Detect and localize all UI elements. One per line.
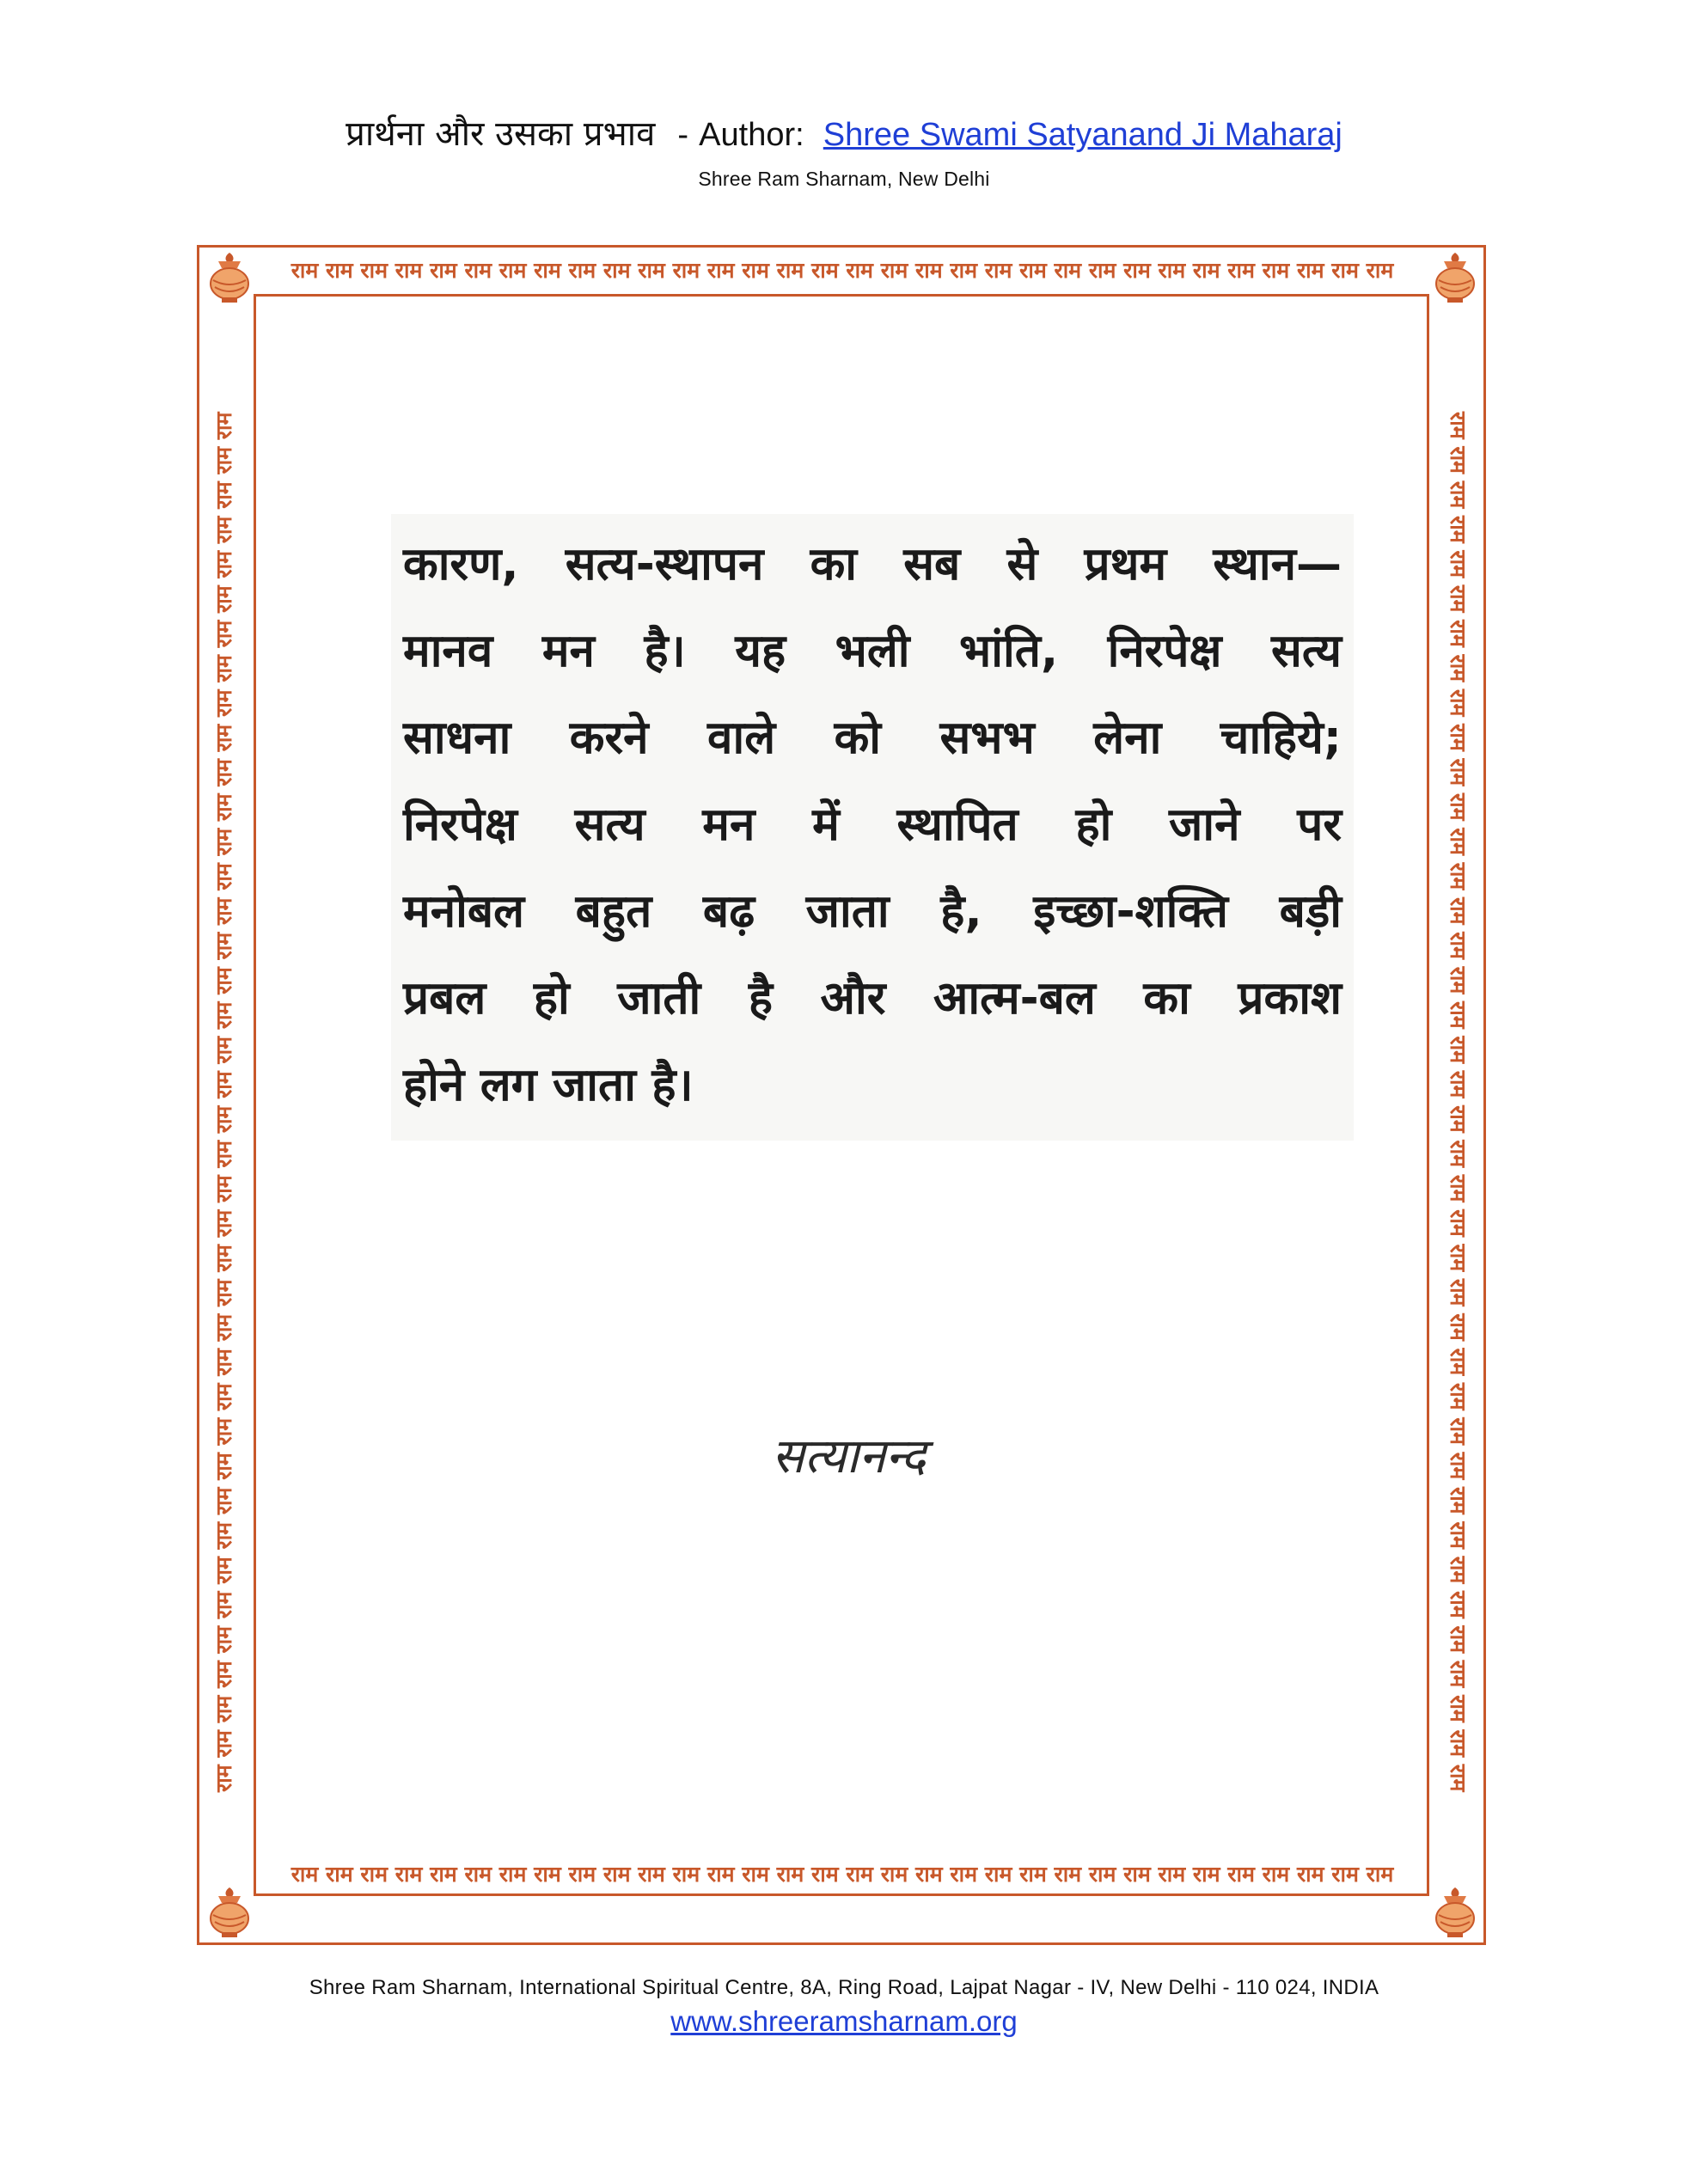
scanned-passage — [391, 514, 1354, 1141]
passage-line: निरपेक्ष सत्य मन में स्थापित हो जाने पर — [403, 798, 1342, 851]
website-link[interactable]: www.shreeramsharnam.org — [670, 2005, 1018, 2037]
ram-border-left: राम राम राम राम राम राम राम राम राम राम राम राम राम राम राम राम राम राम राम राम राम राम राम राम राम राम राम राम राम राम राम राम राम राम राम राम राम राम राम राम — [211, 412, 236, 1792]
page-subtitle: Shree Ram Sharnam, New Delhi — [698, 168, 990, 190]
document-title: प्रार्थना और उसका प्रभाव — [346, 114, 656, 154]
kalash-icon — [201, 1884, 258, 1941]
author-signature: सत्यानन्द — [772, 1428, 927, 1484]
ram-border-right: राम राम राम राम राम राम राम राम राम राम राम राम राम राम राम राम राम राम राम राम राम राम राम राम राम राम राम राम राम राम राम राम राम राम राम राम राम राम राम राम — [1446, 412, 1471, 1792]
kalash-icon — [1427, 1884, 1483, 1941]
passage-line: प्रबल हो जाती है और आत्म-बल का प्रकाश — [403, 972, 1342, 1025]
passage-line: मनोबल बहुत बढ़ जाता है, इच्छा-शक्ति बड़ी — [403, 885, 1342, 938]
kalash-icon — [201, 249, 258, 306]
header-separator: - — [677, 117, 689, 153]
ram-border-bottom: राम राम राम राम राम राम राम राम राम राम राम राम राम राम राम राम राम राम राम राम राम राम राम राम राम राम राम राम राम राम राम राम — [291, 1862, 1394, 1887]
author-label: Author: — [699, 117, 804, 153]
passage-line: मानव मन है। यह भली भांति, निरपेक्ष सत्य — [403, 625, 1342, 677]
passage-line: कारण, सत्य-स्थापन का सब से प्रथम स्थान— — [403, 538, 1342, 590]
footer-address: Shree Ram Sharnam, International Spiritual Centre, 8A, Ring Road, Lajpat Nagar - IV, New Delhi - 110 024, INDIA — [309, 1976, 1379, 1999]
passage-line: साधना करने वाले को सभभ लेना चाहिये; — [403, 712, 1342, 764]
ram-border-top: राम राम राम राम राम राम राम राम राम राम राम राम राम राम राम राम राम राम राम राम राम राम राम राम राम राम राम राम राम राम राम राम — [291, 258, 1394, 283]
page-header — [0, 110, 1688, 159]
passage-line: होने लग जाता है। — [403, 1059, 694, 1111]
footer-website[interactable] — [0, 2004, 1688, 2040]
kalash-icon — [1427, 249, 1483, 306]
author-link[interactable]: Shree Swami Satyanand Ji Maharaj — [823, 117, 1342, 153]
